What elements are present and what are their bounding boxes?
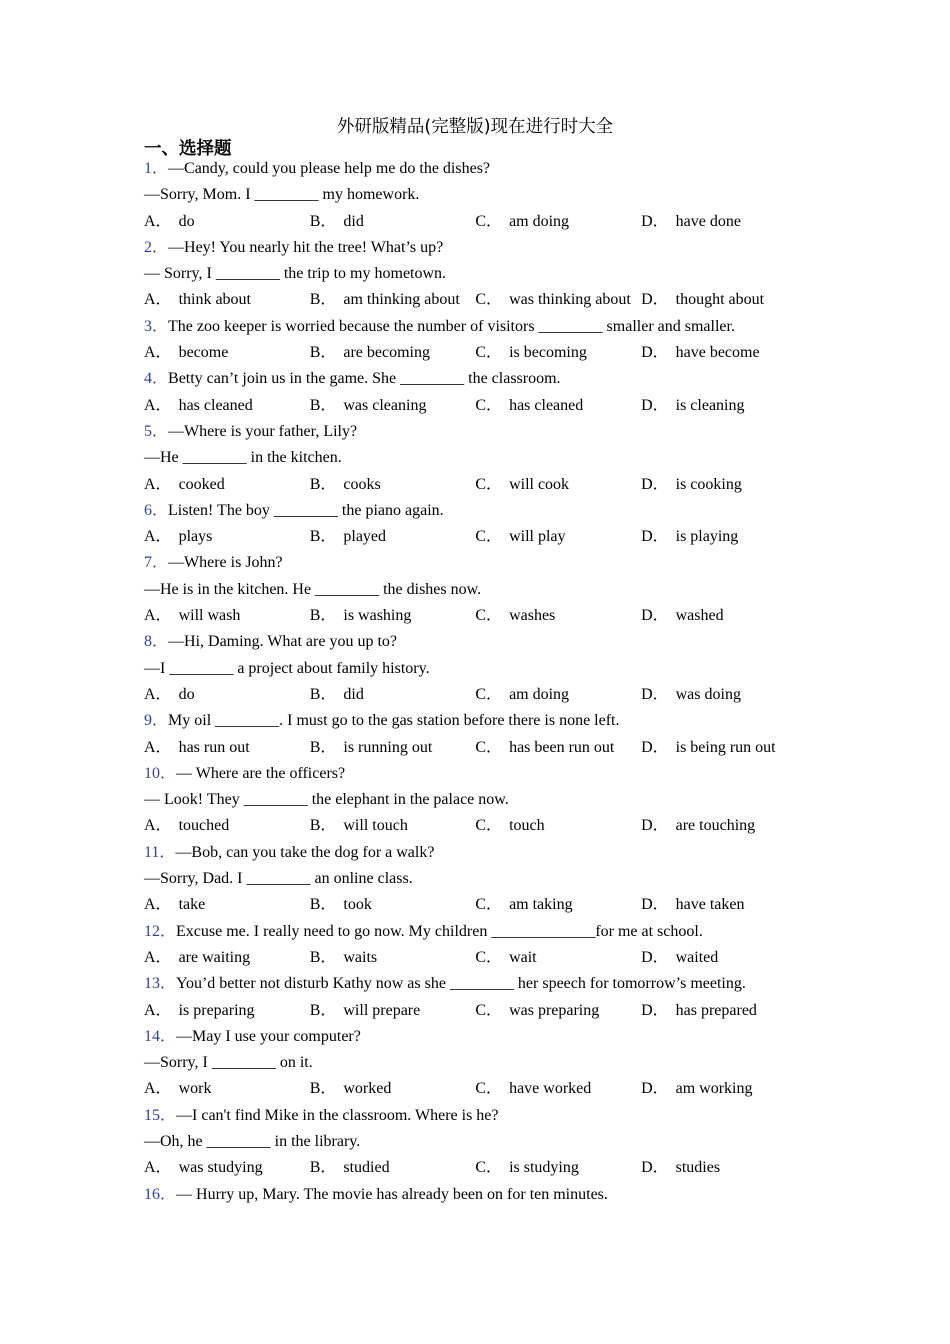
question-number: 7． — [144, 554, 169, 572]
question-response — [144, 577, 824, 603]
answer-option — [475, 945, 641, 971]
option-letter: D． — [641, 1159, 669, 1177]
option-text: touched — [178, 817, 230, 835]
question-number: 15． — [144, 1106, 177, 1124]
option-text: wait — [509, 948, 537, 966]
question-response — [144, 261, 824, 287]
option-letter: B． — [309, 475, 337, 493]
question-item — [144, 761, 824, 840]
question-item — [144, 156, 824, 235]
answer-options — [144, 945, 824, 971]
option-letter: B． — [309, 344, 337, 362]
question-text: —Hey! You nearly hit the tree! What’s up? — [168, 238, 444, 256]
answer-option — [641, 945, 718, 971]
option-letter: D． — [641, 291, 669, 309]
option-letter: D． — [641, 685, 669, 703]
option-text: are becoming — [343, 344, 430, 362]
question-text: —Oh, he ________ in the library. — [144, 1132, 361, 1150]
option-text: cooked — [178, 475, 225, 493]
question-number: 5． — [144, 422, 169, 440]
question-stem — [144, 971, 824, 997]
option-text: am doing — [509, 685, 570, 703]
option-letter: B． — [309, 1080, 337, 1098]
option-letter: A． — [144, 528, 172, 546]
answer-option — [641, 393, 744, 419]
answer-option — [475, 472, 641, 498]
question-item — [144, 498, 824, 551]
question-number: 13． — [144, 975, 177, 993]
question-text: —He is in the kitchen. He ________ the dishes now. — [144, 580, 482, 598]
answer-options — [144, 813, 824, 839]
option-text: are touching — [675, 817, 756, 835]
option-text: do — [178, 685, 195, 703]
option-text: am taking — [509, 896, 573, 914]
option-letter: A． — [144, 738, 172, 756]
option-letter: C． — [475, 475, 503, 493]
answer-options — [144, 998, 824, 1024]
answer-option — [641, 287, 764, 313]
option-letter: A． — [144, 1001, 172, 1019]
question-text: —Bob, can you take the dog for a walk? — [175, 843, 435, 861]
option-text: have taken — [675, 896, 745, 914]
option-letter: B． — [309, 948, 337, 966]
question-response — [144, 866, 824, 892]
question-number: 3． — [144, 317, 169, 335]
option-letter: C． — [475, 212, 503, 230]
answer-option — [144, 682, 310, 708]
question-item — [144, 550, 824, 629]
option-letter: C． — [475, 291, 503, 309]
question-item — [144, 366, 824, 419]
question-response — [144, 656, 824, 682]
option-letter: A． — [144, 475, 172, 493]
question-response — [144, 182, 824, 208]
option-text: am doing — [509, 212, 570, 230]
question-text: My oil ________. I must go to the gas station before there is none left. — [168, 712, 620, 730]
question-number: 12． — [144, 922, 177, 940]
answer-option — [641, 998, 757, 1024]
option-letter: C． — [475, 896, 503, 914]
option-letter: C． — [475, 396, 503, 414]
option-letter: B． — [309, 1001, 337, 1019]
option-letter: A． — [144, 1159, 172, 1177]
question-stem — [144, 629, 824, 655]
option-letter: D． — [641, 607, 669, 625]
option-text: studied — [343, 1159, 390, 1177]
question-text: —Hi, Daming. What are you up to? — [168, 633, 397, 651]
answer-option — [475, 682, 641, 708]
question-text: —I ________ a project about family history. — [144, 659, 430, 677]
question-stem — [144, 550, 824, 576]
answer-option — [475, 735, 641, 761]
answer-option — [641, 735, 776, 761]
option-text: will touch — [343, 817, 408, 835]
option-letter: A． — [144, 896, 172, 914]
option-letter: C． — [475, 948, 503, 966]
answer-options — [144, 1155, 824, 1181]
option-text: took — [343, 896, 372, 914]
answer-option — [475, 1155, 641, 1181]
option-letter: B． — [309, 1159, 337, 1177]
answer-option — [475, 603, 641, 629]
option-text: are waiting — [178, 948, 251, 966]
option-text: did — [343, 685, 364, 703]
answer-option — [641, 892, 744, 918]
option-text: is running out — [343, 738, 433, 756]
option-text: am working — [675, 1080, 753, 1098]
answer-option — [310, 340, 476, 366]
answer-option — [475, 287, 641, 313]
question-text: —May I use your computer? — [176, 1027, 361, 1045]
option-text: touch — [509, 817, 545, 835]
option-text: is studying — [509, 1159, 579, 1177]
question-text: Listen! The boy ________ the piano again. — [168, 501, 444, 519]
answer-option — [310, 603, 476, 629]
section-heading: 一、选择题 — [144, 139, 232, 159]
option-letter: A． — [144, 291, 172, 309]
option-letter: B． — [309, 685, 337, 703]
question-item — [144, 919, 824, 972]
answer-options — [144, 735, 824, 761]
question-stem — [144, 1103, 824, 1129]
answer-options — [144, 682, 824, 708]
question-response — [144, 445, 824, 471]
question-item — [144, 708, 824, 761]
option-text: will play — [509, 528, 566, 546]
question-text: —He ________ in the kitchen. — [144, 449, 342, 467]
option-text: studies — [675, 1159, 721, 1177]
question-number: 10． — [144, 764, 177, 782]
question-number: 9． — [144, 712, 169, 730]
option-text: think about — [178, 291, 251, 309]
option-text: was studying — [178, 1159, 263, 1177]
answer-options — [144, 892, 824, 918]
answer-option — [144, 393, 310, 419]
answer-options — [144, 1076, 824, 1102]
option-letter: B． — [309, 738, 337, 756]
answer-option — [310, 287, 476, 313]
answer-options — [144, 287, 824, 313]
answer-option — [310, 1076, 476, 1102]
question-stem — [144, 840, 824, 866]
answer-option — [144, 1155, 310, 1181]
question-number: 1． — [144, 160, 169, 177]
answer-option — [475, 892, 641, 918]
question-number: 14． — [144, 1027, 177, 1045]
question-text: — Sorry, I ________ the trip to my hometown. — [144, 265, 447, 283]
option-letter: B． — [309, 896, 337, 914]
answer-option — [475, 998, 641, 1024]
option-text: has prepared — [675, 1001, 757, 1019]
option-text: did — [343, 212, 364, 230]
option-text: was cleaning — [343, 396, 427, 414]
question-response — [144, 1129, 824, 1155]
option-text: waited — [675, 948, 719, 966]
answer-option — [310, 735, 476, 761]
answer-options — [144, 209, 824, 235]
question-text: —Sorry, I ________ on it. — [144, 1054, 313, 1072]
option-text: work — [178, 1080, 212, 1098]
option-letter: D． — [641, 1001, 669, 1019]
question-number: 11． — [144, 843, 176, 861]
question-text: —Where is your father, Lily? — [168, 422, 358, 440]
option-text: is preparing — [178, 1001, 255, 1019]
question-item — [144, 419, 824, 498]
question-stem — [144, 498, 824, 524]
option-text: do — [178, 212, 195, 230]
option-letter: B． — [309, 396, 337, 414]
option-letter: A． — [144, 212, 172, 230]
question-text: —Sorry, Mom. I ________ my homework. — [144, 186, 420, 204]
option-text: played — [343, 528, 387, 546]
option-letter: C． — [475, 528, 503, 546]
answer-options — [144, 472, 824, 498]
option-letter: A． — [144, 948, 172, 966]
answer-option — [310, 998, 476, 1024]
question-text: — Look! They ________ the elephant in the palace now. — [144, 791, 509, 809]
option-text: will cook — [509, 475, 570, 493]
question-text: — Where are the officers? — [176, 764, 346, 782]
option-letter: D． — [641, 475, 669, 493]
option-text: was doing — [675, 685, 741, 703]
question-item — [144, 1103, 824, 1182]
answer-option — [144, 524, 310, 550]
question-stem — [144, 708, 824, 734]
answer-option — [310, 682, 476, 708]
question-text: —I can't find Mike in the classroom. Where is he? — [176, 1106, 499, 1124]
option-letter: C． — [475, 1001, 503, 1019]
question-text: The zoo keeper is worried because the number of visitors ________ smaller and smaller. — [168, 317, 735, 335]
question-item — [144, 971, 824, 1024]
option-text: is cooking — [675, 475, 742, 493]
option-letter: A． — [144, 1080, 172, 1098]
option-letter: C． — [475, 607, 503, 625]
answer-option — [475, 524, 641, 550]
option-text: washed — [675, 607, 724, 625]
option-text: take — [178, 896, 206, 914]
answer-option — [641, 682, 741, 708]
answer-option — [144, 813, 310, 839]
answer-option — [641, 209, 741, 235]
option-text: is washing — [343, 607, 412, 625]
option-letter: C． — [475, 344, 503, 362]
option-text: cooks — [343, 475, 381, 493]
option-letter: D． — [641, 212, 669, 230]
question-stem — [144, 314, 824, 340]
answer-option — [310, 393, 476, 419]
question-stem — [144, 761, 824, 787]
option-text: worked — [343, 1080, 392, 1098]
question-stem — [144, 1024, 824, 1050]
answer-option — [475, 340, 641, 366]
answer-option — [310, 209, 476, 235]
option-text: waits — [343, 948, 378, 966]
answer-option — [144, 892, 310, 918]
answer-option — [144, 1076, 310, 1102]
question-item — [144, 1024, 824, 1103]
answer-option — [310, 472, 476, 498]
option-text: will prepare — [343, 1001, 421, 1019]
question-number: 8． — [144, 633, 169, 651]
answer-option — [310, 1155, 476, 1181]
option-letter: A． — [144, 685, 172, 703]
option-letter: B． — [309, 607, 337, 625]
option-letter: D． — [641, 738, 669, 756]
option-text: was thinking about — [509, 291, 631, 309]
question-item — [144, 1182, 824, 1208]
option-text: is becoming — [509, 344, 587, 362]
option-text: has cleaned — [509, 396, 584, 414]
option-letter: C． — [475, 1159, 503, 1177]
answer-option — [310, 892, 476, 918]
question-item — [144, 235, 824, 314]
answer-options — [144, 603, 824, 629]
answer-options — [144, 340, 824, 366]
answer-option — [475, 209, 641, 235]
answer-option — [475, 393, 641, 419]
answer-option — [144, 287, 310, 313]
question-text: Excuse me. I really need to go now. My children _____________for me at school. — [176, 922, 703, 940]
question-text: You’d better not disturb Kathy now as she ________ her speech for tomorrow’s meeting. — [176, 975, 746, 993]
option-letter: B． — [309, 291, 337, 309]
question-stem — [144, 1182, 824, 1208]
option-letter: D． — [641, 896, 669, 914]
answer-option — [310, 524, 476, 550]
option-text: am thinking about — [343, 291, 460, 309]
answer-options — [144, 524, 824, 550]
option-letter: A． — [144, 607, 172, 625]
answer-option — [144, 209, 310, 235]
option-letter: D． — [641, 528, 669, 546]
option-text: will wash — [178, 607, 241, 625]
answer-option — [641, 472, 742, 498]
option-letter: B． — [309, 817, 337, 835]
question-item — [144, 314, 824, 367]
question-number: 2． — [144, 238, 169, 256]
option-letter: C． — [475, 738, 503, 756]
question-text: Betty can’t join us in the game. She ________ the classroom. — [168, 370, 561, 388]
question-stem — [144, 919, 824, 945]
option-text: have worked — [509, 1080, 592, 1098]
answer-option — [310, 813, 476, 839]
option-text: is playing — [675, 528, 739, 546]
question-text: —Sorry, Dad. I ________ an online class. — [144, 870, 413, 888]
option-text: thought about — [675, 291, 765, 309]
option-letter: A． — [144, 817, 172, 835]
option-letter: B． — [309, 528, 337, 546]
answer-option — [144, 945, 310, 971]
question-text: — Hurry up, Mary. The movie has already been on for ten minutes. — [176, 1185, 608, 1203]
option-text: has been run out — [509, 738, 615, 756]
option-letter: C． — [475, 817, 503, 835]
question-stem — [144, 366, 824, 392]
option-letter: D． — [641, 344, 669, 362]
question-number: 4． — [144, 370, 169, 388]
answer-option — [144, 340, 310, 366]
option-letter: A． — [144, 396, 172, 414]
option-text: have become — [675, 344, 760, 362]
question-item — [144, 629, 824, 708]
option-letter: D． — [641, 948, 669, 966]
document-title: 外研版精品(完整版)现在进行时大全 — [336, 117, 614, 137]
answer-option — [475, 813, 641, 839]
option-letter: C． — [475, 1080, 503, 1098]
question-text: —Where is John? — [168, 554, 283, 572]
answer-option — [641, 1076, 752, 1102]
answer-option — [144, 472, 310, 498]
option-letter: B． — [309, 212, 337, 230]
option-text: have done — [675, 212, 741, 230]
option-text: was preparing — [509, 1001, 600, 1019]
option-text: become — [178, 344, 229, 362]
answer-option — [144, 998, 310, 1024]
option-text: washes — [509, 607, 556, 625]
option-text: has run out — [178, 738, 250, 756]
question-list — [144, 156, 824, 1208]
option-letter: A． — [144, 344, 172, 362]
answer-options — [144, 393, 824, 419]
question-response — [144, 787, 824, 813]
answer-option — [144, 735, 310, 761]
question-response — [144, 1050, 824, 1076]
answer-option — [641, 603, 724, 629]
question-number: 16． — [144, 1185, 177, 1203]
question-item — [144, 840, 824, 919]
answer-option — [641, 813, 755, 839]
answer-option — [144, 603, 310, 629]
option-letter: C． — [475, 685, 503, 703]
option-text: plays — [178, 528, 213, 546]
answer-option — [641, 524, 738, 550]
option-text: is being run out — [675, 738, 776, 756]
question-number: 6． — [144, 501, 169, 519]
option-text: has cleaned — [178, 396, 253, 414]
answer-option — [475, 1076, 641, 1102]
answer-option — [641, 340, 760, 366]
option-letter: D． — [641, 817, 669, 835]
option-letter: D． — [641, 396, 669, 414]
answer-option — [641, 1155, 720, 1181]
question-text: —Candy, could you please help me do the dishes? — [168, 160, 491, 177]
question-stem — [144, 419, 824, 445]
answer-option — [310, 945, 476, 971]
option-text: is cleaning — [675, 396, 745, 414]
option-letter: D． — [641, 1080, 669, 1098]
question-stem — [144, 235, 824, 261]
question-stem — [144, 156, 824, 182]
